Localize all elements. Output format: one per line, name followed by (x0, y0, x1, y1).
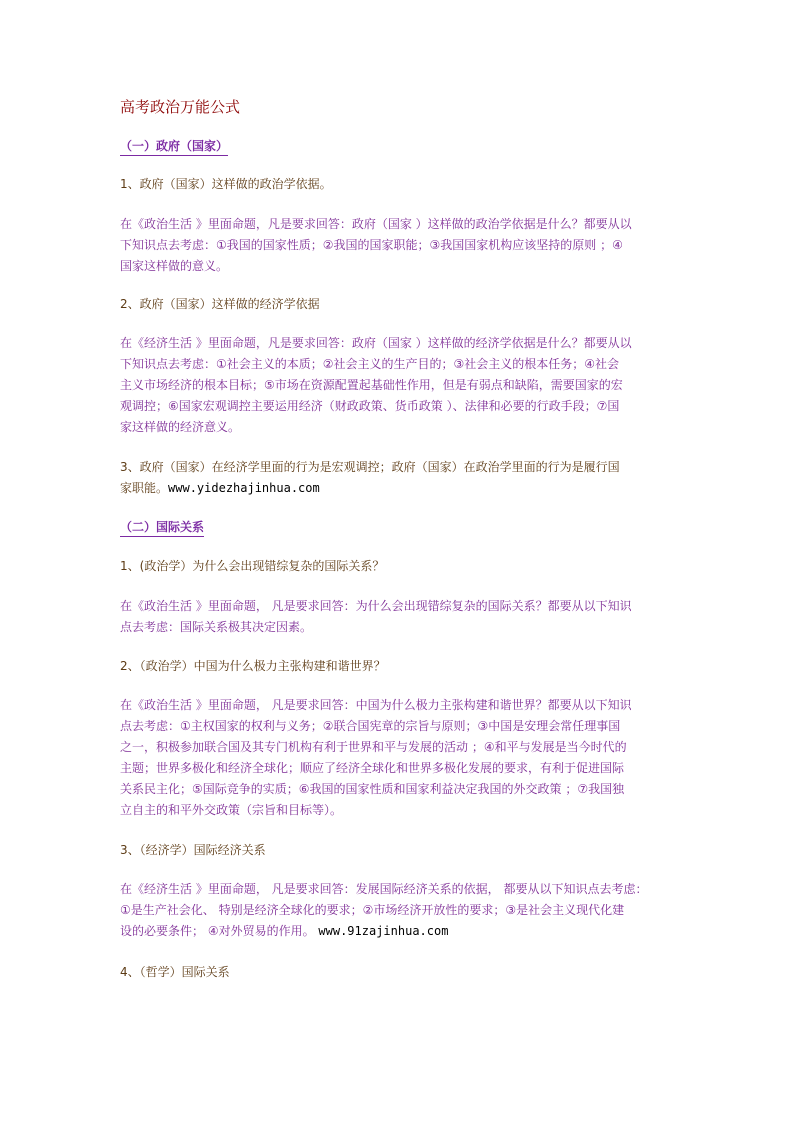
question-text: 3、政府（国家）在经济学里面的行为是宏观调控；政府（国家）在政治学里面的行为是履行国 (120, 460, 620, 474)
question-text: 1、(政治学）为什么会出现错综复杂的国际关系？ (120, 559, 385, 573)
answer-line: 在《经济生活 》里面命题，凡是要求回答：政府（国家 ）这样做的经济学依据是什么？都要从以 (120, 336, 632, 350)
question-text: 4、（哲学）国际关系 (120, 965, 230, 979)
answer-paragraph (120, 596, 680, 638)
question-text: 1、政府（国家）这样做的政治学依据。 (120, 177, 332, 191)
answer-line: 国家这样做的意义。 (120, 259, 229, 273)
answer-line: 关系民主化；⑤国际竞争的实质；⑥我国的国家性质和国家利益决定我国的外交政策 ；⑦我国独 (120, 782, 625, 796)
question-text: 2、政府（国家）这样做的经济学依据 (120, 297, 320, 311)
answer-line: 观调控；⑥国家宏观调控主要运用经济（财政政策、货币政策 ）、法律和必要的行政手段；⑦国 (120, 399, 620, 413)
question-text: 3、（经济学）国际经济关系 (120, 843, 266, 857)
answer-line: 立自主的和平外交政策（宗旨和目标等）。 (120, 803, 343, 817)
question-text: 家职能。 (120, 481, 169, 495)
answer-line: 在《政治生活 》里面命题，凡是要求回答：政府（国家 ）这样做的政治学依据是什么？都要从以 (120, 217, 632, 231)
answer-line: 主题；世界多极化和经济全球化；顺应了经济全球化和世界多极化发展的要求，有利于促进国际 (120, 761, 625, 775)
answer-line: 在《经济生活 》里面命题， 凡是要求回答：发展国际经济关系的依据， 都要从以下知识点去考虑： (120, 882, 648, 896)
section-heading-international-relations: （二）国际关系 (120, 518, 204, 537)
answer-line: 在《政治生活 》里面命题， 凡是要求回答：中国为什么极力主张构建和谐世界？都要从以下知识 (120, 698, 632, 712)
question-text: 2、（政治学）中国为什么极力主张构建和谐世界？ (120, 659, 386, 673)
answer-line-with-url (120, 921, 680, 942)
answer-line: 点去考虑：国际关系极其决定因素。 (120, 620, 313, 634)
answer-line: 下知识点去考虑：①社会主义的本质；②社会主义的生产目的；③社会主义的根本任务；④社会 (120, 357, 620, 371)
website-url: www.yidezhajinhua.com (168, 481, 320, 495)
question-paragraph (120, 962, 680, 983)
answer-line: 主义市场经济的根本目标；⑤市场在资源配置起基础性作用，但是有弱点和缺陷，需要国家的宏 (120, 378, 623, 392)
question-paragraph (120, 840, 680, 861)
answer-line: 之一，积极参加联合国及其专门机构有利于世界和平与发展的活动 ；④和平与发展是当今时代的 (120, 740, 627, 754)
answer-text: 设的必要条件； ④对外贸易的作用。 (120, 924, 315, 938)
section-heading-government: （一）政府（国家） (120, 137, 228, 156)
question-paragraph (120, 457, 680, 499)
website-url: www.91zajinhua.com (318, 924, 449, 938)
answer-line: 点去考虑：①主权国家的权利与义务；②联合国宪章的宗旨与原则；③中国是安理会常任理事国 (120, 719, 621, 733)
answer-line: 在《政治生活 》里面命题， 凡是要求回答：为什么会出现错综复杂的国际关系？都要从以下知识 (120, 599, 632, 613)
question-paragraph (120, 294, 680, 315)
document-title: 高考政治万能公式 (120, 98, 241, 116)
answer-line: 下知识点去考虑：①我国的国家性质；②我国的国家职能；③我国国家机构应该坚持的原则 ；④ (120, 238, 623, 252)
question-text-with-url (120, 478, 680, 499)
answer-paragraph (120, 695, 680, 821)
question-paragraph (120, 656, 680, 677)
answer-paragraph (120, 879, 680, 942)
answer-paragraph (120, 333, 680, 438)
answer-line: 家这样做的经济意义。 (120, 420, 241, 434)
question-paragraph (120, 556, 680, 577)
answer-line: ①是生产社会化、 特别是经济全球化的要求；②市场经济开放性的要求；③是社会主义现代化建 (120, 903, 625, 917)
question-paragraph (120, 174, 680, 195)
answer-paragraph (120, 214, 680, 277)
